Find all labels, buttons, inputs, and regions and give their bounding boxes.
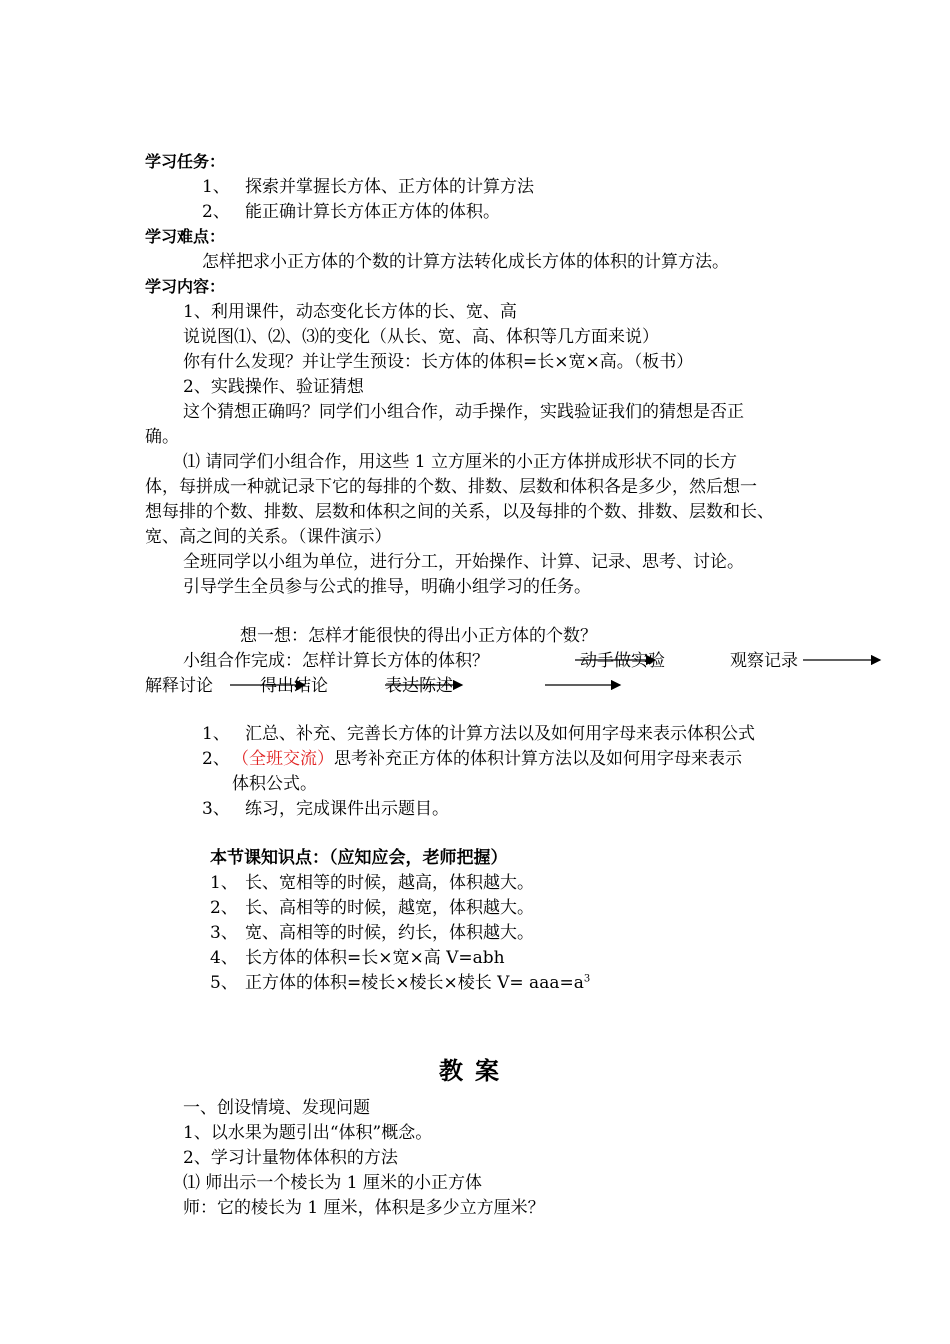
think-question: 想一想：怎样才能很快的得出小正方体的个数？ xyxy=(240,626,597,646)
summary-2b: 体积公式。 xyxy=(232,774,317,794)
plan-line-5: 师：它的棱长为 1 厘米，体积是多少立方厘米？ xyxy=(183,1198,545,1218)
summary-3-number: 3、 xyxy=(202,799,230,819)
task-item-2-number: 2、 xyxy=(202,202,230,222)
content-paragraph-6d: 宽、高之间的关系。（课件演示） xyxy=(145,527,392,547)
group-task: 小组合作完成：怎样计算长方体的体积？ xyxy=(183,651,489,671)
summary-2-number: 2、 xyxy=(202,749,230,769)
knowledge-1-number: 1、 xyxy=(210,873,238,893)
summary-2-text: 思考补充正方体的体积计算方法以及如何用字母来表示 xyxy=(334,749,742,769)
knowledge-1: 长、宽相等的时候，越高，体积越大。 xyxy=(245,873,534,893)
plan-line-4: ⑴ 师出示一个棱长为 1 厘米的小正方体 xyxy=(183,1173,483,1193)
plan-line-1: 一、创设情境、发现问题 xyxy=(183,1098,370,1118)
content-paragraph-6c: 想每排的个数、排数、层数和体积之间的关系，以及每排的个数、排数、层数和长、 xyxy=(145,502,774,522)
content-paragraph-5b: 确。 xyxy=(145,427,179,447)
plan-title: 教案 xyxy=(439,1056,511,1085)
tasks-heading: 学习任务： xyxy=(145,152,226,171)
content-paragraph-6a: ⑴ 请同学们小组合作，用这些 1 立方厘米的小正方体拼成形状不同的长方 xyxy=(183,452,738,472)
knowledge-4: 长方体的体积=长×宽×高 V=abh xyxy=(245,948,505,968)
flow-step-express: 表达陈述 xyxy=(385,676,453,696)
flow-step-experiment: 动手做实验 xyxy=(580,651,665,671)
content-heading: 学习内容： xyxy=(145,277,226,296)
content-paragraph-3: 你有什么发现？并让学生预设：长方体的体积=长×宽×高。（板书） xyxy=(183,352,694,372)
content-paragraph-1: 1、利用课件，动态变化长方体的长、宽、高 xyxy=(183,302,517,322)
plan-line-3: 2、学习计量物体体积的方法 xyxy=(183,1148,398,1168)
difficulty-heading: 学习难点： xyxy=(145,227,226,246)
content-paragraph-6b: 体，每拼成一种就记录下它的每排的个数、排数、层数和体积各是多少，然后想一 xyxy=(145,477,757,497)
difficulty-text: 怎样把求小正方体的个数的计算方法转化成长方体的体积的计算方法。 xyxy=(202,252,729,272)
task-item-1-number: 1、 xyxy=(202,177,230,197)
knowledge-2: 长、高相等的时候，越宽，体积越大。 xyxy=(245,898,534,918)
knowledge-5-text: 正方体的体积=棱长×棱长×棱长 V= aaa=a xyxy=(245,973,584,993)
content-paragraph-4: 2、实践操作、验证猜想 xyxy=(183,377,364,397)
content-paragraph-2: 说说图⑴、⑵、⑶的变化（从长、宽、高、体积等几方面来说） xyxy=(183,327,659,347)
flow-step-conclude: 得出结论 xyxy=(260,676,328,696)
plan-line-2: 1、以水果为题引出“体积”概念。 xyxy=(183,1123,433,1143)
summary-1-number: 1、 xyxy=(202,724,230,744)
summary-2 xyxy=(232,747,742,771)
task-item-1: 探索并掌握长方体、正方体的计算方法 xyxy=(245,177,534,197)
knowledge-heading: 本节课知识点：（应知应会，老师把握） xyxy=(210,848,508,868)
knowledge-5-exponent: 3 xyxy=(583,973,591,985)
knowledge-3: 宽、高相等的时候，约长，体积越大。 xyxy=(245,923,534,943)
knowledge-2-number: 2、 xyxy=(210,898,238,918)
flow-step-explain: 解释讨论 xyxy=(145,676,213,696)
flow-step-observe: 观察记录 xyxy=(730,651,798,671)
task-item-2: 能正确计算长方体正方体的体积。 xyxy=(245,202,500,222)
summary-1: 汇总、补充、完善长方体的计算方法以及如何用字母来表示体积公式 xyxy=(245,724,755,744)
knowledge-3-number: 3、 xyxy=(210,923,238,943)
content-paragraph-5a: 这个猜想正确吗？同学们小组合作，动手操作，实践验证我们的猜想是否正 xyxy=(183,402,744,422)
knowledge-4-number: 4、 xyxy=(210,948,238,968)
summary-2-highlight: （全班交流） xyxy=(232,749,334,769)
content-paragraph-8: 引导学生全员参与公式的推导，明确小组学习的任务。 xyxy=(183,577,591,597)
knowledge-5 xyxy=(245,971,590,995)
summary-3: 练习，完成课件出示题目。 xyxy=(245,799,449,819)
knowledge-5-number: 5、 xyxy=(210,973,238,993)
content-paragraph-7: 全班同学以小组为单位，进行分工，开始操作、计算、记录、思考、讨论。 xyxy=(183,552,744,572)
